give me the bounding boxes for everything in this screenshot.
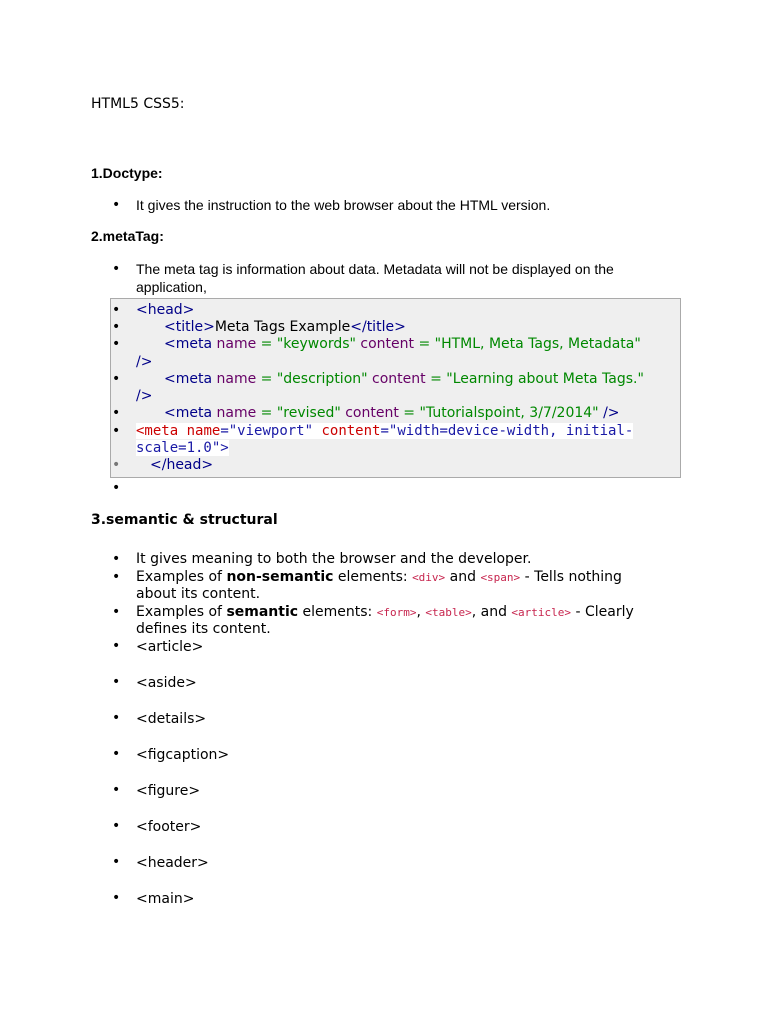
text: about its content. (136, 586, 261, 602)
text: - Tells nothing (520, 569, 622, 585)
tag-item: <details> (136, 711, 207, 727)
metatag-description-line2: application, (136, 279, 207, 295)
text: , and (471, 604, 512, 620)
bullet-marker: • (112, 371, 121, 387)
text: elements: (298, 604, 377, 620)
bullet-marker: • (112, 638, 121, 654)
code-line-close (136, 354, 152, 370)
bullet-marker: • (112, 569, 121, 585)
tag-item: <figure> (136, 783, 201, 799)
code-text: Meta Tags Example (214, 319, 351, 335)
bullet-marker: • (112, 710, 121, 726)
code-tag: </head> (150, 457, 214, 473)
bold-text: semantic (226, 604, 299, 620)
text: Examples of (136, 604, 227, 620)
inline-code: <div> (412, 571, 446, 584)
code-value: "keywords" (276, 336, 356, 352)
code-value: ="viewport" (220, 423, 314, 439)
code-value: "Learning about Meta Tags." (446, 371, 644, 387)
code-tag: <meta (136, 423, 179, 439)
bullet-marker: • (112, 480, 121, 496)
code-tag: <meta (164, 405, 213, 421)
code-line-meta-keywords (164, 336, 641, 352)
code-eq: = (414, 336, 435, 352)
text: and (445, 569, 481, 585)
inline-code: <form> (376, 606, 417, 619)
bullet-marker: • (112, 197, 121, 213)
code-eq: = (256, 405, 277, 421)
metatag-description-line1: The meta tag is information about data. Metadata will not be displayed on the (136, 261, 614, 277)
code-value: "revised" (276, 405, 341, 421)
code-line-meta-viewport (136, 423, 633, 439)
code-attr: name (186, 423, 221, 439)
bullet-marker: • (112, 890, 121, 906)
code-tag: <meta (164, 371, 213, 387)
code-tag: /> (136, 388, 153, 404)
bullet-marker: • (112, 782, 121, 798)
doctype-description: It gives the instruction to the web browser about the HTML version. (136, 197, 551, 213)
code-attr: content (360, 336, 415, 352)
text: defines its content. (136, 621, 271, 637)
text: elements: (333, 569, 413, 585)
code-attr: name (216, 405, 257, 421)
bullet-marker: • (112, 319, 121, 335)
bullet-marker: • (112, 423, 121, 439)
code-line-close (136, 388, 152, 404)
non-semantic-examples (136, 569, 676, 603)
tag-item: <article> (136, 639, 204, 655)
code-line-meta-description (164, 371, 644, 387)
code-tag: /> (136, 354, 153, 370)
code-value: ="width=device-width, initial- (380, 423, 634, 439)
tag-item: <aside> (136, 675, 197, 691)
semantic-description: It gives meaning to both the browser and the developer. (136, 551, 532, 567)
bullet-marker: • (112, 746, 121, 762)
heading-semantic: 3.semantic & structural (91, 512, 278, 528)
text: , (416, 604, 426, 620)
code-tag: <title> (164, 319, 215, 335)
code-line-meta-revised (164, 405, 620, 421)
code-eq: = (256, 371, 277, 387)
heading-metatag: 2.metaTag: (91, 228, 164, 244)
tag-item: <footer> (136, 819, 202, 835)
code-tag: /> (603, 405, 620, 421)
code-attr: content (345, 405, 399, 421)
metatag-description (136, 260, 614, 296)
code-attr: name (216, 371, 257, 387)
code-line-title (164, 319, 406, 335)
bold-text: non-semantic (226, 569, 334, 585)
heading-doctype: 1.Doctype: (91, 165, 163, 181)
code-value: "HTML, Meta Tags, Metadata" (434, 336, 641, 352)
bullet-marker: • (112, 336, 121, 352)
document-title: HTML5 CSS5: (91, 96, 185, 112)
bullet-marker: • (112, 604, 121, 620)
tag-item: <figcaption> (136, 747, 230, 763)
code-line-viewport-cont (136, 440, 229, 456)
code-eq: = (425, 371, 447, 387)
inline-code: <article> (511, 606, 572, 619)
bullet-marker: • (112, 457, 121, 473)
bullet-marker: • (112, 854, 121, 870)
text: Examples of (136, 569, 227, 585)
code-attr: name (216, 336, 257, 352)
code-value: "Tutorialspoint, 3/7/2014" (419, 405, 599, 421)
code-eq: = (256, 336, 277, 352)
bullet-marker: • (112, 818, 121, 834)
code-tag: <meta (164, 336, 213, 352)
tag-item: <header> (136, 855, 209, 871)
bullet-marker: • (112, 302, 121, 318)
code-eq: = (398, 405, 420, 421)
bullet-marker: • (112, 551, 121, 567)
code-attr: content (321, 423, 381, 439)
code-line-head-open (136, 302, 194, 318)
bullet-marker: • (112, 261, 121, 277)
semantic-examples (136, 604, 676, 638)
bullet-marker: • (112, 405, 121, 421)
inline-code: <span> (480, 571, 521, 584)
inline-code: <table> (425, 606, 472, 619)
code-attr: content (372, 371, 426, 387)
code-value: "description" (276, 371, 368, 387)
bullet-marker: • (112, 674, 121, 690)
code-value: scale=1.0"> (136, 440, 229, 456)
text: - Clearly (571, 604, 634, 620)
code-tag: </title> (350, 319, 406, 335)
code-tag: <head> (136, 302, 195, 318)
code-line-head-close (150, 457, 213, 473)
tag-item: <main> (136, 891, 195, 907)
